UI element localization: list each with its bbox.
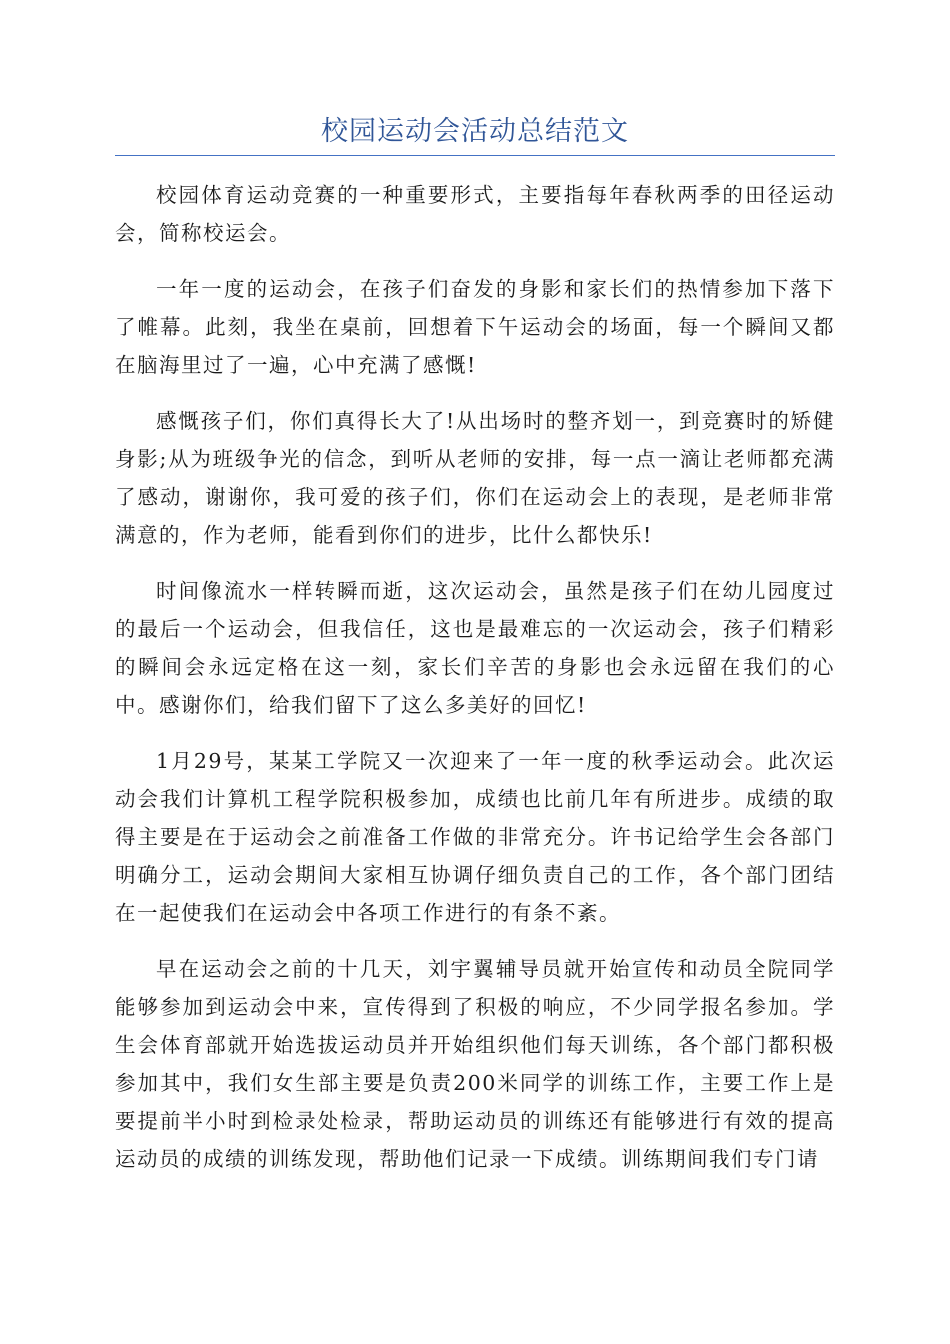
document-title: 校园运动会活动总结范文: [321, 116, 629, 147]
paragraph: 时间像流水一样转瞬而逝，这次运动会，虽然是孩子们在幼儿园度过的最后一个运动会，但我信任，这也是最难忘的一次运动会，孩子们精彩的瞬间会永远定格在这一刻，家长们辛苦的身影也会永远留在我们的心中。感谢你们，给我们留下了这么多美好的回忆!: [115, 579, 835, 717]
paragraph: 早在运动会之前的十几天，刘宇翼辅导员就开始宣传和动员全院同学能够参加到运动会中来，宣传得到了积极的响应，不少同学报名参加。学生会体育部就开始选拔运动员并开始组织他们每天训练，各个部门都积极参加其中，我们女生部主要是负责200米同学的训练工作，主要工作上是要提前半小时到检录处检录，帮助运动员的训练还有能够进行有效的提高运动员的成绩的训练发现，帮助他们记录一下成绩。训练期间我们专门请: [115, 957, 835, 1171]
paragraph: 1月29号，某某工学院又一次迎来了一年一度的秋季运动会。此次运动会我们计算机工程学院积极参加，成绩也比前几年有所进步。成绩的取得主要是在于运动会之前准备工作做的非常充分。许书记给学生会各部门明确分工，运动会期间大家相互协调仔细负责自己的工作，各个部门团结在一起使我们在运动会中各项工作进行的有条不紊。: [115, 749, 835, 925]
paragraph: 感慨孩子们，你们真得长大了!从出场时的整齐划一，到竞赛时的矫健身影;从为班级争光的信念，到听从老师的安排，每一点一滴让老师都充满了感动，谢谢你，我可爱的孩子们，你们在运动会上的表现，是老师非常满意的，作为老师，能看到你们的进步，比什么都快乐!: [115, 409, 835, 547]
document-body: [115, 176, 835, 1196]
paragraph: 校园体育运动竞赛的一种重要形式，主要指每年春秋两季的田径运动会，简称校运会。: [115, 183, 835, 245]
paragraph: 一年一度的运动会，在孩子们奋发的身影和家长们的热情参加下落下了帷幕。此刻，我坐在桌前，回想着下午运动会的场面，每一个瞬间又都在脑海里过了一遍，心中充满了感慨!: [115, 277, 835, 377]
title-underline: [115, 155, 835, 156]
